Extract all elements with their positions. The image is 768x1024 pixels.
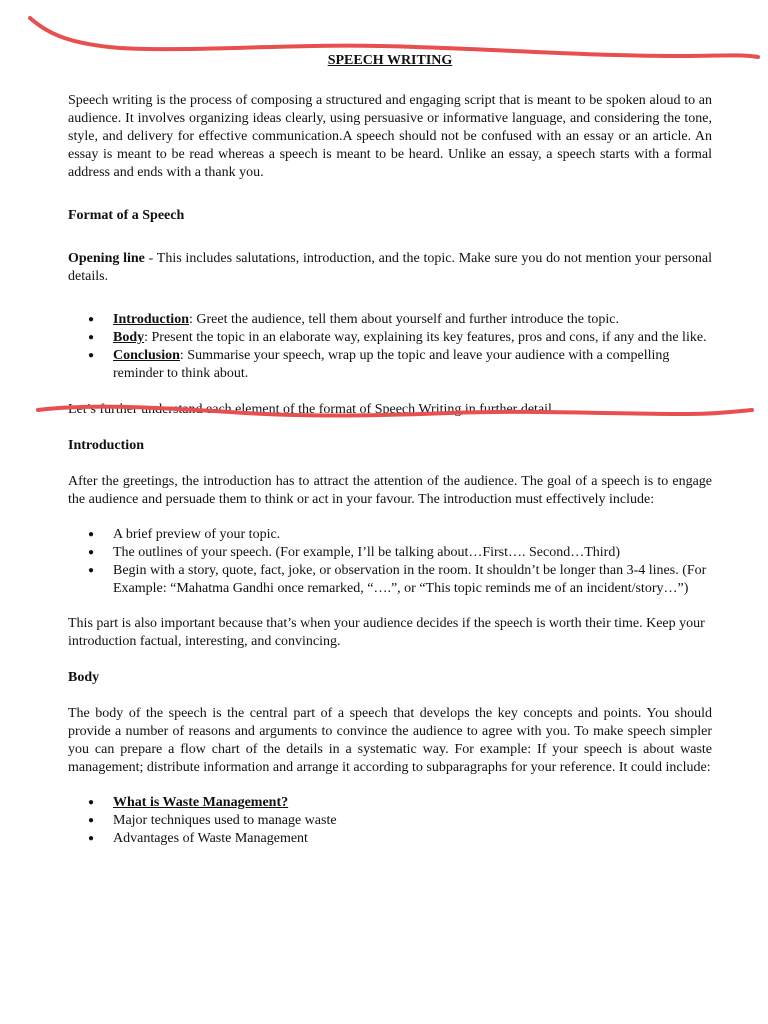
introduction-note: This part is also important because that’s when your audience decides if the speech is worth their time. Keep your introduction factual, interesting, and convincing. (68, 616, 705, 649)
further-detail-text: Let’s further understand each element of the format of Speech Writing in further detail. (68, 402, 556, 417)
intro-paragraph: Speech writing is the process of composing a structured and engaging script that is meant to be spoken aloud to an audience. It involves organizing ideas clearly, using persuasive or informative language, and considering the tone, style, and delivery for effective communication.A speech should not be confused with an essay or an article. An essay is meant to be read whereas a speech is meant to be heard. Unlike an essay, a speech starts with a formal address and ends with a thank you. (68, 93, 712, 180)
list-item: ● Advantages of Waste Management (68, 830, 712, 848)
page-title: SPEECH WRITING (327, 53, 453, 68)
body-paragraph: The body of the speech is the central part of a speech that develops the key concepts and points. You should provide a number of reasons and arguments to convince the audience to agree with you. To make speech simpler you can prepare a flow chart of the details in a systematic way. For example: If your speech is about waste management; distribute information and arrange it according to subparagraphs for your reference. It could include: (68, 706, 712, 775)
introduction-list (68, 526, 712, 598)
list-item-text: : Summarise your speech, wrap up the topic and leave your audience with a compelling reminder to think about. (113, 348, 670, 381)
list-item: ● Begin with a story, quote, fact, joke, or observation in the room. It shouldn’t be longer than 3-4 lines. (For Example: “Mahatma Gandhi once remarked, “….”, or “This topic reminds me of an incident/story…”) (68, 562, 712, 598)
document-content (68, 52, 712, 848)
list-item-term: Body (113, 330, 145, 345)
list-item (68, 311, 712, 329)
list-item (68, 794, 712, 812)
body-heading: Body (68, 670, 100, 685)
body-list (68, 794, 712, 848)
list-item: ● The outlines of your speech. (For example, I’ll be talking about…First…. Second…Third) (68, 544, 712, 562)
opening-line-label: Opening line (68, 251, 145, 266)
format-list (68, 311, 712, 383)
introduction-heading: Introduction (68, 438, 144, 453)
list-item-term: What is Waste Management? (113, 795, 289, 810)
list-item-term: Conclusion (113, 348, 180, 363)
list-item-text: : Present the topic in an elaborate way, explaining its key features, pros and cons, if any and the like. (144, 330, 707, 345)
list-item: ● Major techniques used to manage waste (68, 812, 712, 830)
list-item-term: Introduction (113, 312, 189, 327)
list-item-text: : Greet the audience, tell them about yourself and further introduce the topic. (188, 312, 619, 327)
list-item (68, 347, 712, 383)
format-heading: Format of a Speech (68, 208, 185, 223)
opening-line-paragraph (68, 250, 712, 286)
opening-line-text: - This includes salutations, introduction, and the topic. Make sure you do not mention your personal details. (68, 251, 712, 284)
list-item: ● A brief preview of your topic. (68, 526, 712, 544)
list-item (68, 329, 712, 347)
introduction-paragraph: After the greetings, the introduction has to attract the attention of the audience. The goal of a speech is to engage the audience and persuade them to think or act in your favour. The introduction must effectively include: (68, 474, 712, 507)
